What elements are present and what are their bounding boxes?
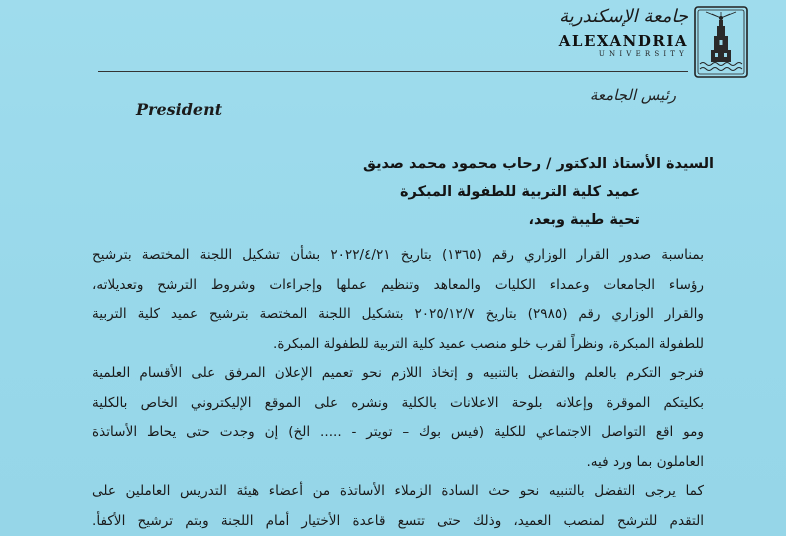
english-university-subtitle: UNIVERSITY [598, 50, 688, 58]
paragraph-2 [92, 359, 704, 477]
paragraph-1-line: رؤساء الجامعات وعمداء الكليات والمعاهد وتنظيم عملها وإجراءات وشروط الترشح وتعديلاته، [92, 276, 704, 293]
president-arabic-label: رئيس الجامعة [589, 86, 676, 104]
paragraph-3-line: التقدم للترشح لمنصب العميد، وذلك حتى تتسع قاعدة الأختيار أمام اللجنة وبتم ترشيح الأكفأ. [92, 512, 704, 529]
paragraph-1-line: للطفولة المبكرة، ونظراً لقرب خلو منصب عميد كلية التربية للطفولة المبكرة. [273, 335, 704, 352]
addressee-line: السيدة الأستاذ الدكتور / رحاب محمود محمد صديق [363, 156, 714, 172]
arabic-university-name: جامعة الإسكندرية [559, 6, 688, 27]
paragraph-2-line: ومو اقع التواصل الاجتماعي للكلية (فيس بوك – تويتر - ..... الخ) إن وجدت حتى يحاط الأساتذة [92, 424, 704, 440]
paragraph-1-line: والقرار الوزاري رقم (٢٩٨٥) بتاريخ ٢٠٢٥/١٢/٧ بتشكيل اللجنة المختصة بترشيح عميد كلية التربية [92, 306, 704, 322]
paragraph-2-line: فنرجو التكرم بالعلم والتفضل بالتنبيه و إتخاذ اللازم نحو تعميم الإعلان المرفق على الأقسام العلمية [92, 365, 704, 381]
english-university-name: ALEXANDRIA [558, 32, 688, 50]
paragraph-2-line: بكليتكم الموقرة وإعلانه بلوحة الاعلانات بالكلية ونشره على الموقع الإليكتروني الخاص بالكلية [92, 394, 704, 411]
paragraph-1 [92, 241, 704, 359]
header-divider [98, 71, 688, 72]
greeting: تحية طيبة وبعد، [528, 212, 640, 228]
paragraph-3 [92, 477, 704, 536]
president-english-label: President [136, 100, 223, 119]
letter-body [92, 150, 714, 536]
paragraph-3-line: كما يرجى التفضل بالتنبيه نحو حث السادة الزملاء الأساتذة من أعضاء هيئة التدريس العاملين على [92, 483, 704, 499]
addressee-title: عميد كلية التربية للطفولة المبكرة [399, 184, 640, 200]
paragraph-1-line: بمناسبة صدور القرار الوزاري رقم (١٣٦٥) بتاريخ ٢٠٢٢/٤/٢١ بشأن تشكيل اللجنة المختصة بترشيح [92, 247, 704, 263]
paragraph-2-line: العاملون بما ورد فيه. [586, 453, 704, 470]
university-emblem-icon [694, 6, 748, 78]
